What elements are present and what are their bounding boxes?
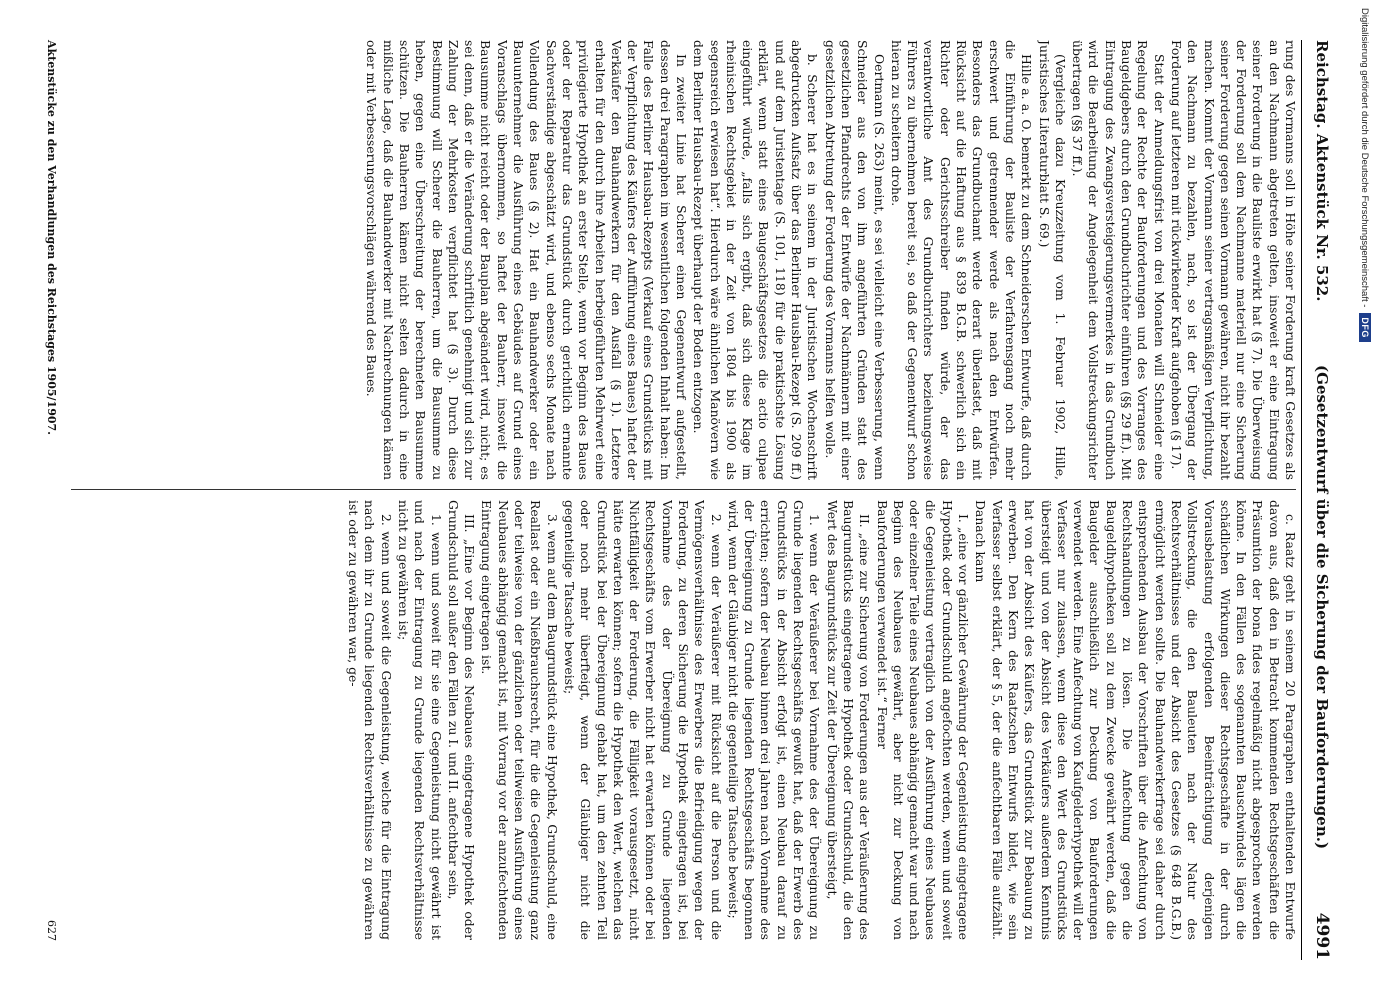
paragraph: 1. wenn der Veräußerer bei Vornahme des der Übereignung zu Grunde liegenden Rechtsgeschäfts gewußt hat, daß der Erwerb des Grundstücks in der Absicht erfolgt ist, einen Neubau darauf zu errichten; sofern der Neubau binnen drei Jahren nach Vornahme des der Übereignung zu Grunde liegenden Rechtsgeschäfts begonnen wird, wenn der Gläubiger nicht die gegenteilige Tatsache beweist; <box>725 500 823 940</box>
running-head <box>1301 40 1332 960</box>
right-column <box>68 500 1298 940</box>
digitization-credit <box>1352 0 1382 1000</box>
column-divider <box>71 489 1296 490</box>
footer-sheet-number: 627 <box>45 920 58 941</box>
paragraph: 2. wenn und soweit die Gegenleistung, welche für die Eintragung nach dem ihr zu Grunde liegenden Rechtsverhältnisse zu gewähren ist oder zu gewähren war, ge- <box>346 500 394 940</box>
paragraph: I. „eine vor gänzlicher Gewährung der Gegenleistung eingetragene Hypothek oder Grundschuld angefochten werden, wenn und soweit die Gegenleistung vertraglich von der Ausführung eines Neubaues oder einzelner Teile eines Neubaues abhängig gemacht war und nach Beginn des Neubaues gewährt, aber nicht zur Deckung von Bauforderungen verwendet ist.“ Ferner <box>874 500 972 940</box>
paragraph: 3. wenn auf dem Baugrundstück eine Hypothek, Grundschuld, eine Reallast oder ein Nießbrauchsrecht, für die die Gegenleistung ganz oder teilweise von der gänzlichen oder teilweisen Ausführung eines Neubaues abhängig gemacht ist, mit Vorrang vor der anzufechtenden Eintragung eingetragen ist. <box>479 500 560 940</box>
paragraph: In zweiter Linie hat Scherer einen Gegenentwurf aufgestellt, dessen drei Paragraphen im wesentlichen folgenden Inhalt haben: Im Falle des Berliner Hausbau-Rezepts (Verkauf eines Grundstücks mit der Verpflichtung des Käufers der Aufführung eines Baues) haftet der Verkäufer den Bauhandwerkern für den Ausfall (§ 1). Letztere erhalten für den durch ihre Arbeiten herbeigeführten Mehrwert eine privilegierte Hypothek an erster Stelle, wenn vor Beginn des Baues oder der Reparatur das Grundstück durch gerichtlich ernannte Sachverständige abgeschätzt wird, und ebenso sechs Monate nach Vollendung des Baues (§ 2). Hat ein Bauhandwerker oder ein Bauunternehmer die Ausführung eines Gebäudes auf Grund eines Voranschlags übernommen, so haftet der Bauherr, insoweit die Bausumme nicht reicht oder der Bauplan abgeändert wird, nicht; es sei denn, daß er die Veränderung schriftlich genehmigt und sich zur Zahlung der Mehrkosten verpflichtet hat (§ 3). Durch diese Bestimmung will Scherer die Bauherren, um die Bausumme zu heben, gegen eine Überschreitung der berechneten Bausumme schützen. Die Bauherren kämen nicht selten dadurch in eine mißliche Lage, daß die Bauhandwerker mit Nachrechnungen kämen oder mit Verbesserungsvorschlägen während des Baues. <box>364 40 690 480</box>
paragraph: (Vergleiche dazu Kreuzzeitung vom 1. Februar 1902, Hille, Juristisches Literaturblatt S. 69.) <box>1036 40 1068 480</box>
left-column <box>68 40 1298 480</box>
page-number: 4991 <box>1312 912 1332 960</box>
paragraph: b. Scherer hat es in seinem in der Juristischen Wochenschrift abgedruckten Aufsatz über das Berliner Hausbau-Rezept (S. 209 ff.) und auf dem Juristentage (S. 101, 118) für die praktischste Lösung erklärt, wenn statt eines Baugeschäftsgesetzes die actio culpae eingeführt würde, „falls sich ergibt, daß sich diese Klage im rheinischen Rechtsgebiet in der Zeit von 1804 bis 1900 als segensreich erwiesen hat“. Hierdurch wäre ähnlichen Manövern wie dem Berliner Hausbau-Rezept überhaupt der Boden entzogen. <box>691 40 821 480</box>
footer-source: Aktenstücke zu den Verhandlungen des Reichstages 1905/1907. <box>45 40 58 435</box>
paragraph: II. „eine zur Sicherung von Forderungen aus der Veräußerung des Baugrundstücks eingetragene Hypothek oder Grundschuld, die den Wert des Baugrundstücks zur Zeit der Übereignung übersteigt, <box>824 500 873 940</box>
header-left: Reichstag. Aktenstück Nr. 532. <box>1313 40 1331 302</box>
paragraph: Hille a. a. O. bemerkt zu dem Schneiderschen Entwurfe, daß durch die Einführung der Bauliste der Verfahrensgang noch mehr erschwert und getrennender werde als nach den Entwürfen. Besonders das Grundbuchamt werde derart überlastet, daß mit Rücksicht auf die Haftung aus § 839 B.G.B. schwerlich sich ein Richter oder Gerichtsschreiber finden würde, der das verantwortliche Amt des Grundbuchrichters beziehungsweise Führers zu übernehmen bereit sei, so daß der Gegenentwurf schon hieran zu scheitern drohe. <box>888 40 1035 480</box>
header-title: (Gesetzentwurf über die Sicherung der Bauforderungen.) <box>1313 365 1331 850</box>
paragraph: Statt der Anmeldungsfrist von drei Monaten will Schneider eine Regelung der Rechte der Bauforderungen und des Vorranges des Baugeldgebers durch den Grundbuchrichter einführen (§§ 29 ff.). Mit Eintragung des Zwangsversteigerungsvermerkes in das Grundbuch wird die Bearbeitung der Angelegenheit dem Vollstreckungsrichter übertragen (§§ 37 ff.). <box>1070 40 1167 480</box>
paragraph: rung des Vormanns soll in Höhe seiner Forderung kraft Gesetzes als an den Nachmann abgetreten gelten, insoweit er eine Eintragung seiner Forderung in die Bauliste erwirkt hat (§ 7). Die Überweisung der Forderung soll dem Nachmanne materiell nur eine Sicherung seiner Forderung gegen seinen Vormann gewähren, nicht ihr bezahlt machen. Kommt der Vormann seiner vertragsmäßigen Verpflichtung, den Nachmann zu bezahlen, nach, so ist der Übergang der Forderung auf letzteren mit rückwirkender Kraft aufgehoben (§ 17). <box>1168 40 1298 480</box>
paragraph: 1. wenn und soweit für sie eine Gegenleistung nicht gewährt ist und nach der Eintragung zu Grunde liegenden Rechtsverhältnisse nicht zu gewähren ist; <box>395 500 444 940</box>
document-page <box>0 20 1340 980</box>
paragraph: III. „Eine vor Beginn des Neubaues eingetragene Hypothek oder Grundschuld soll außer den Fällen zu I. und II. anfechtbar sein, <box>445 500 478 940</box>
paragraph: 2. wenn der Veräußerer mit Rücksicht auf die Person und die Vermögensverhältnisse des Erwerbers die Befriedigung wegen der Forderung, zu deren Sicherung die Hypothek eingetragen ist, bei Vornahme des der Übereignung zu Grunde liegenden Rechtsgeschäfts vom Erwerber nicht hat erwarten können oder bei Nichtfälligkeit der Forderung, die Fälligkeit vorausgesetzt, nicht hätte erwarten können; sofern die Hypothek den Wert, welchen das Grundstück bei der Übereignung gehabt hat, um den zehnten Teil oder noch mehr überfteigt, wenn der Gläubiger nicht die gegenteilige Tatsache beweist; <box>561 500 724 940</box>
paragraph: Oertmann (S. 263) meint, es sei vielleicht eine Verbesserung, wenn Schneider aus den von ihm angeführten Gründen statt des gesetzlichen Pfandrechts der Entwürfe der Nachmännern mit einer gesetzlichen Abtretung der Forderung des Vormanns helfen wolle. <box>822 40 887 480</box>
dfg-logo: DFG <box>1359 313 1371 342</box>
paragraph: c. Raatz geht in seinem 20 Paragraphen enthaltenden Entwurfe davon aus, daß den in Betracht kommenden Rechtsgeschäften die Präsumtion der bona fides regelmäßig nicht abgesprochen werden könne. In den Fällen des sogenannten Bauschwindels lägen die schädlichen Wirkungen dieser Rechtsgeschäfte in der durch Vorausbelastung erfolgenden Beeinträchtigung derjenigen Vollstreckung, die den Bauleuten nach der Natur des Rechtsverhältnisses und der Absicht des Gesetzes (§ 648 B.G.B.) ermöglicht werden sollte. Die Bauhandwerkerfrage sei daher durch entsprechenden Ausbau der Vorschriften über die Anfechtung von Rechtshandlungen zu lösen. Die Anfechtung gegen die Baugeldhypotheken soll zu dem Zwecke gewährt werden, daß die Baugelder ausschließlich zur Deckung von Bauforderungen verwendet werden. Eine Anfechtung von Kaufgelderhypothek will der Verfasser nur zulassen, wenn diese den Wert des Grundstücks übersteigt und von der Absicht des Verkäufers außerdem Kenntnis hat von der Absicht des Käufers, das Grundstück zur Bebauung zu erwerben. Den Kern des Raatzschen Entwurfs bildet, wie sein Verfasser selbst erklärt, der § 5, der die anfechtbaren Fälle aufzählt. Danach kann <box>973 500 1298 940</box>
credit-text: Digitalisierung gefördert durch die Deutsche Forschungsgemeinschaft - <box>1359 8 1371 308</box>
